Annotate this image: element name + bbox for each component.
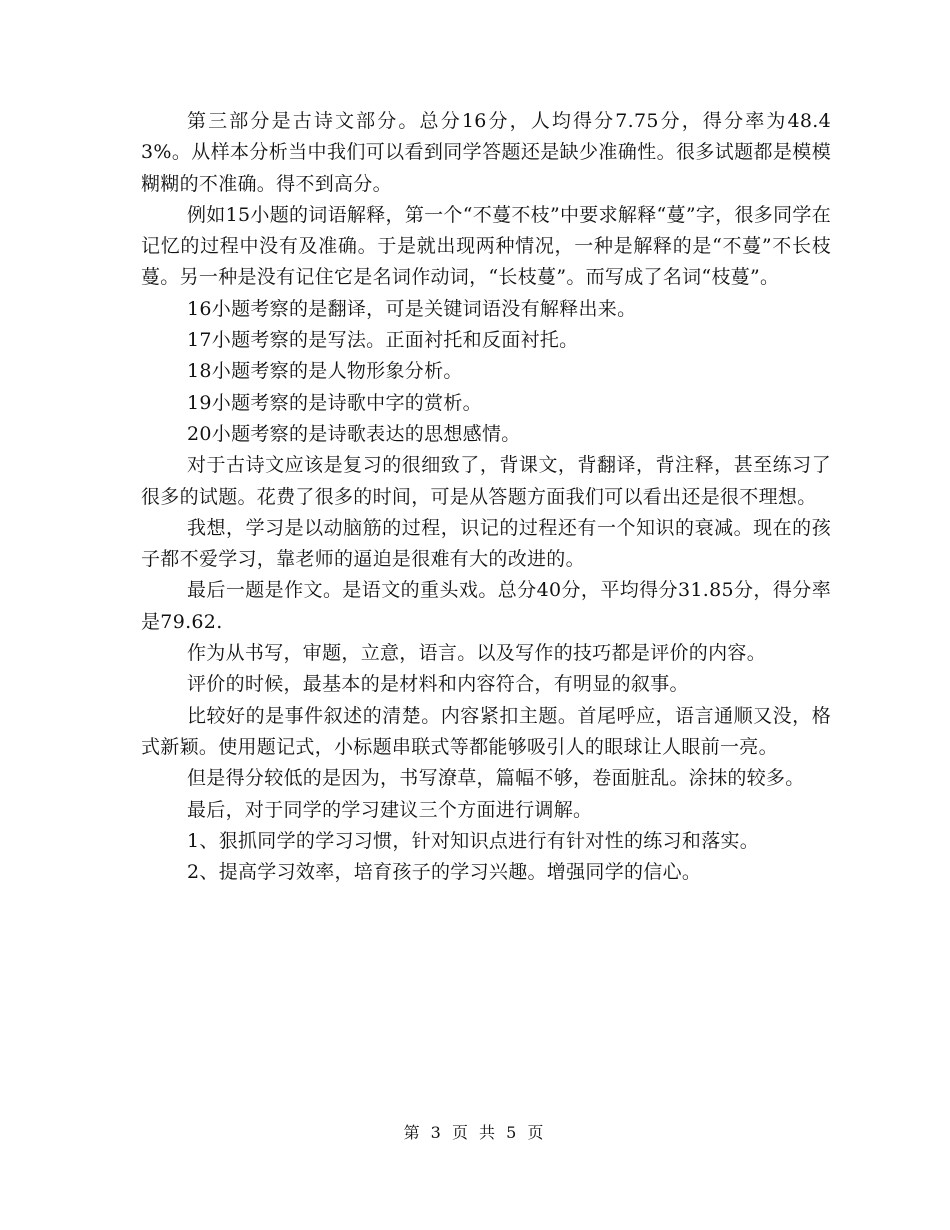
paragraph-question-16: 16小题考察的是翻译，可是关键词语没有解释出来。: [187, 297, 637, 320]
page-footer: 第 3 页 共 5 页: [403, 1123, 547, 1142]
paragraph-ancient-poetry-summary: 第三部分是古诗文部分。总分16分，人均得分7.75分，得分率为48.43%。从样本分析当中我们可以看到同学答题还是缺少准确性。很多试题都是模模糊糊的不准确。得不到高分。: [141, 110, 831, 195]
paragraph-learning-thoughts: 我想，学习是以动脑筋的过程，识记的过程还有一个知识的衰减。现在的孩子都不爱学习，靠老师的逼迫是很难有大的改进的。: [141, 516, 831, 571]
paragraph-suggestion-1: 1、狠抓同学的学习习惯，针对知识点进行有针对性的练习和落实。: [187, 829, 760, 852]
document-body: [141, 106, 831, 888]
paragraph-suggestions-intro: 最后，对于同学的学习建议三个方面进行调解。: [187, 798, 593, 821]
paragraph-low-scores: 但是得分较低的是因为，书写潦草，篇幅不够，卷面脏乱。涂抹的较多。: [187, 767, 805, 790]
paragraph-good-essays: 比较好的是事件叙述的清楚。内容紧扣主题。首尾呼应，语言通顺又没，格式新颖。使用题记式，小标题串联式等都能够吸引人的眼球让人眼前一亮。: [141, 704, 831, 758]
paragraph-question-19: 19小题考察的是诗歌中字的赏析。: [187, 391, 482, 414]
paragraph-essay-criteria: 作为从书写，审题，立意，语言。以及写作的技巧都是评价的内容。: [187, 642, 767, 665]
paragraph-question-17: 17小题考察的是写法。正面衬托和反面衬托。: [187, 329, 579, 352]
paragraph-suggestion-2: 2、提高学习效率，培育孩子的学习兴趣。增强同学的信心。: [187, 861, 702, 884]
paragraph-question-18: 18小题考察的是人物形象分析。: [187, 360, 463, 383]
paragraph-evaluation-basis: 评价的时候，最基本的是材料和内容符合，有明显的叙事。: [187, 673, 689, 696]
paragraph-question-15: 例如15小题的词语解释，第一个“不蔓不枝”中要求解释“蔓”字，很多同学在记忆的过程中没有及准确。于是就出现两种情况，一种是解释的是“不蔓”不长枝蔓。另一种是没有记住它是名词作动词，“长枝蔓”。而写成了名词“枝蔓”。: [141, 203, 831, 289]
paragraph-question-20: 20小题考察的是诗歌表达的思想感情。: [187, 422, 521, 445]
paragraph-essay-score: 最后一题是作文。是语文的重头戏。总分40分，平均得分31.85分，得分率是79.62.: [141, 579, 831, 633]
paragraph-review-reflection: 对于古诗文应该是复习的很细致了，背课文，背翻译，背注释，甚至练习了很多的试题。花费了很多的时间，可是从答题方面我们可以看出还是很不理想。: [141, 454, 831, 508]
